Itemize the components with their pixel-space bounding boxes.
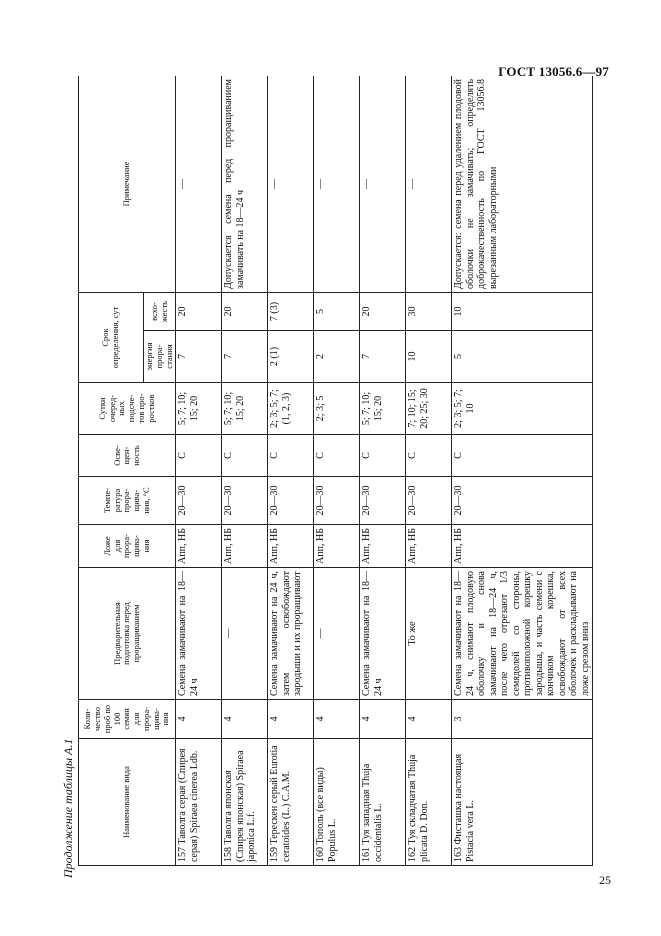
- cell-germ: 20: [360, 293, 406, 331]
- cell-days: 2; 3; 5; 7; (1, 2, 3): [268, 383, 314, 435]
- col-header-note: Примечание: [79, 76, 176, 293]
- cell-note: Допускается семена перед проращиванием замачивать на 18—24 ч: [222, 76, 268, 293]
- cell-energy: 7: [222, 331, 268, 383]
- cell-energy: 7: [360, 331, 406, 383]
- cell-name: 159 Терескен серый Eurotia ceratoides (L.) C.A.M.: [268, 739, 314, 866]
- cell-light: С: [452, 435, 593, 477]
- cell-germ: 30: [406, 293, 452, 331]
- col-header-energy: энергия прора- стания: [144, 331, 176, 383]
- cell-samples: 4: [222, 700, 268, 739]
- cell-germ: 5: [314, 293, 360, 331]
- page-number: 25: [599, 873, 611, 887]
- cell-note: —: [406, 76, 452, 293]
- page-header: ГОСТ 13056.6—97: [498, 64, 609, 79]
- cell-light: С: [268, 435, 314, 477]
- cell-bed: Апп, НБ: [176, 525, 222, 568]
- cell-samples: 4: [268, 700, 314, 739]
- cell-temp: 20—30: [268, 477, 314, 525]
- col-header-samples: Коли- чество проб по 100 семян для прора- щива- ния: [79, 700, 176, 739]
- cell-samples: 4: [406, 700, 452, 739]
- col-header-light: Осве- щен- ность: [79, 435, 176, 477]
- table-row: [176, 76, 222, 866]
- col-header-term: Срок определения, сут: [79, 293, 144, 383]
- table-container: [78, 76, 606, 866]
- cell-name: 157 Таволга серая (Спирея серая) Spiraea cinerea Ldb.: [176, 739, 222, 866]
- cell-light: С: [314, 435, 360, 477]
- table-row: [406, 76, 452, 866]
- cell-light: С: [406, 435, 452, 477]
- cell-germ: 7 (3): [268, 293, 314, 331]
- cell-samples: 4: [360, 700, 406, 739]
- cell-bed: Апп, НБ: [222, 525, 268, 568]
- cell-days: 7; 10; 15; 20; 25; 30: [406, 383, 452, 435]
- rotated-table-frame: [78, 76, 606, 866]
- cell-bed: Апп, НБ: [406, 525, 452, 568]
- cell-germ: 20: [222, 293, 268, 331]
- cell-temp: 20—30: [314, 477, 360, 525]
- cell-name: 162 Туя складчатая Thuja plicata D. Don.: [406, 739, 452, 866]
- col-header-temp: Темпе- ратура прора- щива- ния, °С: [79, 477, 176, 525]
- cell-light: С: [222, 435, 268, 477]
- table-row: [268, 76, 314, 866]
- cell-prep: —: [222, 568, 268, 700]
- cell-prep: Семена замачивают на 24 ч, затем освобождают зародыши и их проращивают: [268, 568, 314, 700]
- cell-samples: 4: [314, 700, 360, 739]
- cell-note: —: [268, 76, 314, 293]
- col-header-germ: всхо- жесть: [144, 293, 176, 331]
- cell-light: С: [360, 435, 406, 477]
- cell-days: 5; 7; 10; 15; 20: [360, 383, 406, 435]
- table-row: [452, 76, 593, 866]
- cell-name: 160 Тополь (все виды) Populus L.: [314, 739, 360, 866]
- cell-energy: 5: [452, 331, 593, 383]
- cell-temp: 20—30: [406, 477, 452, 525]
- cell-energy: 2 (1): [268, 331, 314, 383]
- cell-bed: Апп, НБ: [268, 525, 314, 568]
- cell-temp: 20—30: [452, 477, 593, 525]
- cell-germ: 20: [176, 293, 222, 331]
- cell-bed: Апп, НБ: [360, 525, 406, 568]
- cell-prep: Семена замачивают на 18—24 ч: [360, 568, 406, 700]
- cell-days: 5; 7; 10; 15; 20: [222, 383, 268, 435]
- cell-temp: 20—30: [360, 477, 406, 525]
- cell-name: 158 Таволга японская (Спирея японская) Spiraea japonica L.f.: [222, 739, 268, 866]
- col-header-prep: Предварительная подготовка перед проращиванием: [79, 568, 176, 700]
- col-header-days: Сутки очеред- ных подсче- тов про- ростков: [79, 383, 176, 435]
- cell-note: Допускается: семена перед удалением плодовой оболочки не замачивать; определять доброкачественность по ГОСТ 13056.8 вырезанным лабораторными: [452, 76, 593, 293]
- cell-name: 163 Фисташка настоящая Pistacia vera L.: [452, 739, 593, 866]
- cell-note: —: [314, 76, 360, 293]
- col-header-name: Наименование вида: [79, 739, 176, 866]
- cell-temp: 20—30: [222, 477, 268, 525]
- cell-note: —: [360, 76, 406, 293]
- germination-table: [78, 76, 593, 866]
- table-row: [360, 76, 406, 866]
- cell-samples: 3: [452, 700, 593, 739]
- table-continuation-caption: Продолжение таблицы А.1: [61, 738, 75, 878]
- cell-bed: Апп, НБ: [314, 525, 360, 568]
- table-row: [314, 76, 360, 866]
- cell-prep: —: [314, 568, 360, 700]
- cell-samples: 4: [176, 700, 222, 739]
- cell-energy: 7: [176, 331, 222, 383]
- col-header-bed: Ложе для прора- щива- ния: [79, 525, 176, 568]
- cell-prep: Семена замачивают на 18—24 ч, снимают плодовую оболочку и снова замачивают на 18—24 ч, после чего отрезают 1/3 семядолей со стороны, противоположной корешку зародыша, и часть семени с кончиком корешка, освобождают от всех оболочек и раскладывают на ложе срезом вниз: [452, 568, 593, 700]
- cell-name: 161 Туя западная Thuja occidentalis L.: [360, 739, 406, 866]
- cell-days: 2; 3; 5: [314, 383, 360, 435]
- cell-energy: 10: [406, 331, 452, 383]
- cell-prep: То же: [406, 568, 452, 700]
- cell-days: 5; 7; 10; 15; 20: [176, 383, 222, 435]
- cell-days: 2; 3; 5; 7; 10: [452, 383, 593, 435]
- cell-germ: 10: [452, 293, 593, 331]
- cell-light: С: [176, 435, 222, 477]
- cell-prep: Семена замачивают на 18—24 ч: [176, 568, 222, 700]
- cell-temp: 20—30: [176, 477, 222, 525]
- cell-bed: Апп, НБ: [452, 525, 593, 568]
- table-row: [222, 76, 268, 866]
- cell-energy: 2: [314, 331, 360, 383]
- cell-note: —: [176, 76, 222, 293]
